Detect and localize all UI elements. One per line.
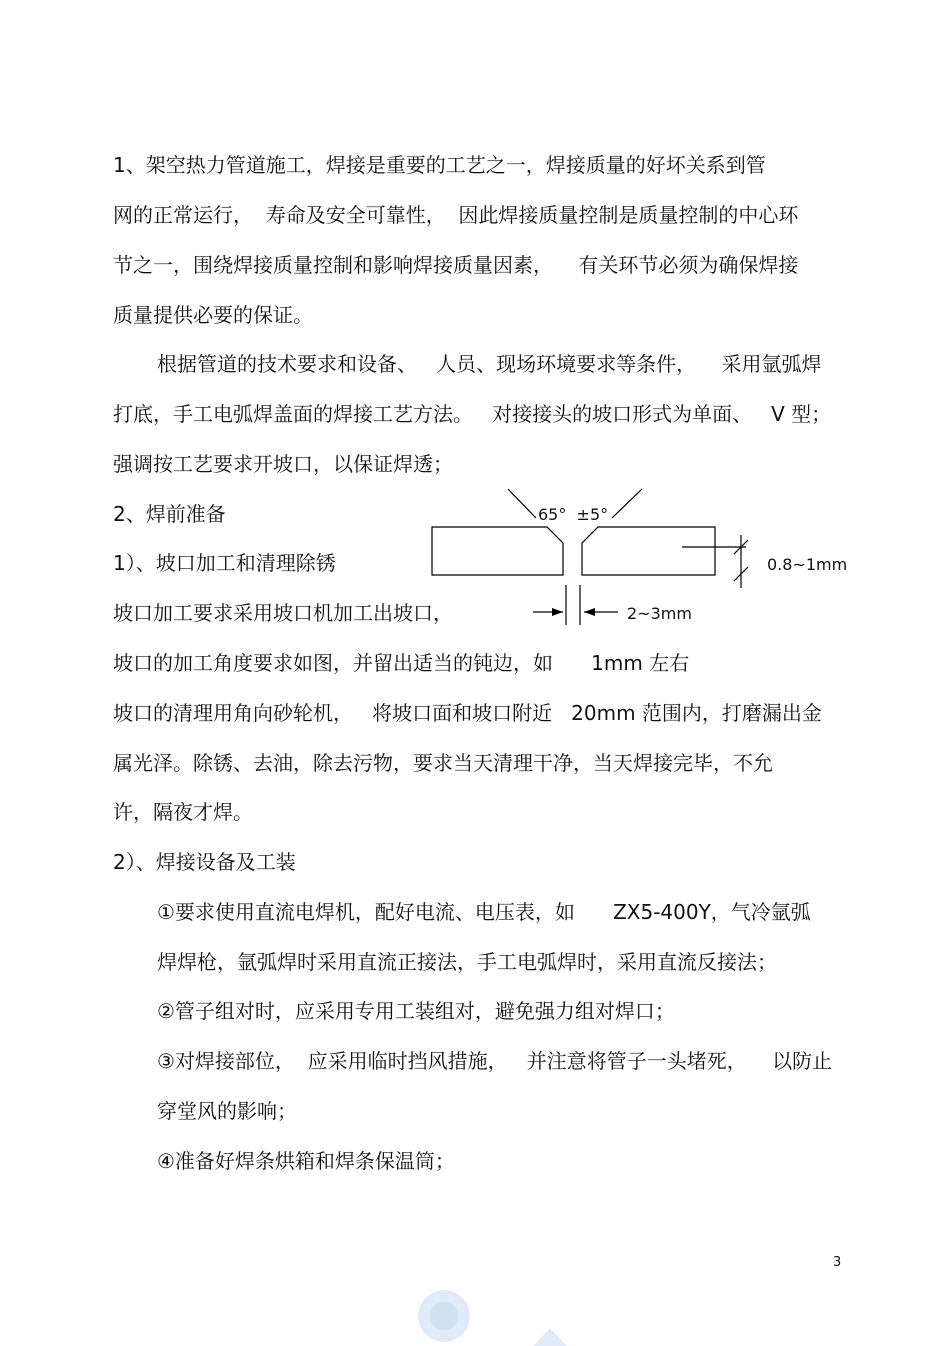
paragraph-line: 属光泽。除锈、去油，除去污物，要求当天清理干净，当天焊接完毕，不允 (113, 751, 773, 775)
list-item-line: 穿堂风的影响； (157, 1099, 297, 1123)
list-item-line: ②管子组对时，应采用专用工装组对，避免强力组对焊口； (157, 999, 675, 1023)
paragraph-line: 打底，手工电弧焊盖面的焊接工艺方法。 对接接头的坡口形式为单面、 V 型； (113, 402, 832, 426)
paragraph-line: 强调按工艺要求开坡口，以保证焊透； (113, 452, 453, 476)
subsection-heading: 2）、焊接设备及工装 (113, 850, 296, 874)
list-item-line: 焊焊枪，氩弧焊时采用直流正接法，手工电弧焊时，采用直流反接法； (157, 950, 777, 974)
subsection-heading: 1）、坡口加工和清理除锈 (113, 551, 336, 575)
bevel-angle-label: 65° ±5° (538, 505, 609, 524)
list-item-line: ④准备好焊条烘箱和焊条保温筒； (157, 1149, 455, 1173)
root-face-label: 0.8~1mm (767, 555, 848, 574)
list-item-line: ③对焊接部位， 应采用临时挡风措施， 并注意将管子一头堵死， 以防止 (157, 1049, 833, 1073)
paragraph-line: 网的正常运行， 寿命及安全可靠性， 因此焊接质量控制是质量控制的中心环 (113, 203, 799, 227)
section-heading: 2、焊前准备 (113, 502, 226, 526)
paragraph-line: 坡口加工要求采用坡口机加工出坡口， (113, 601, 453, 625)
list-item-line: ①要求使用直流电焊机，配好电流、电压表，如 ZX5-400Y，气冷氩弧 (157, 900, 811, 924)
paragraph-line: 根据管道的技术要求和设备、 人员、现场环境要求等条件， 采用氩弧焊 (157, 352, 822, 376)
gap-label: 2~3mm (627, 604, 692, 623)
paragraph-line: 坡口的清理用角向砂轮机， 将坡口面和坡口附近 20mm 范围内，打磨漏出金 (113, 701, 822, 725)
paragraph-line: 1、架空热力管道施工，焊接是重要的工艺之一，焊接质量的好坏关系到管 (113, 153, 766, 177)
paragraph-line: 坡口的加工角度要求如图，并留出适当的钝边，如 1mm 左右 (113, 651, 690, 675)
paragraph-line: 节之一，围绕焊接质量控制和影响焊接质量因素， 有关环节必须为确保焊接 (113, 253, 799, 277)
paragraph-line: 质量提供必要的保证。 (113, 303, 313, 327)
page-number: 3 (833, 1255, 842, 1270)
paragraph-line: 许，隔夜才焊。 (113, 800, 253, 824)
